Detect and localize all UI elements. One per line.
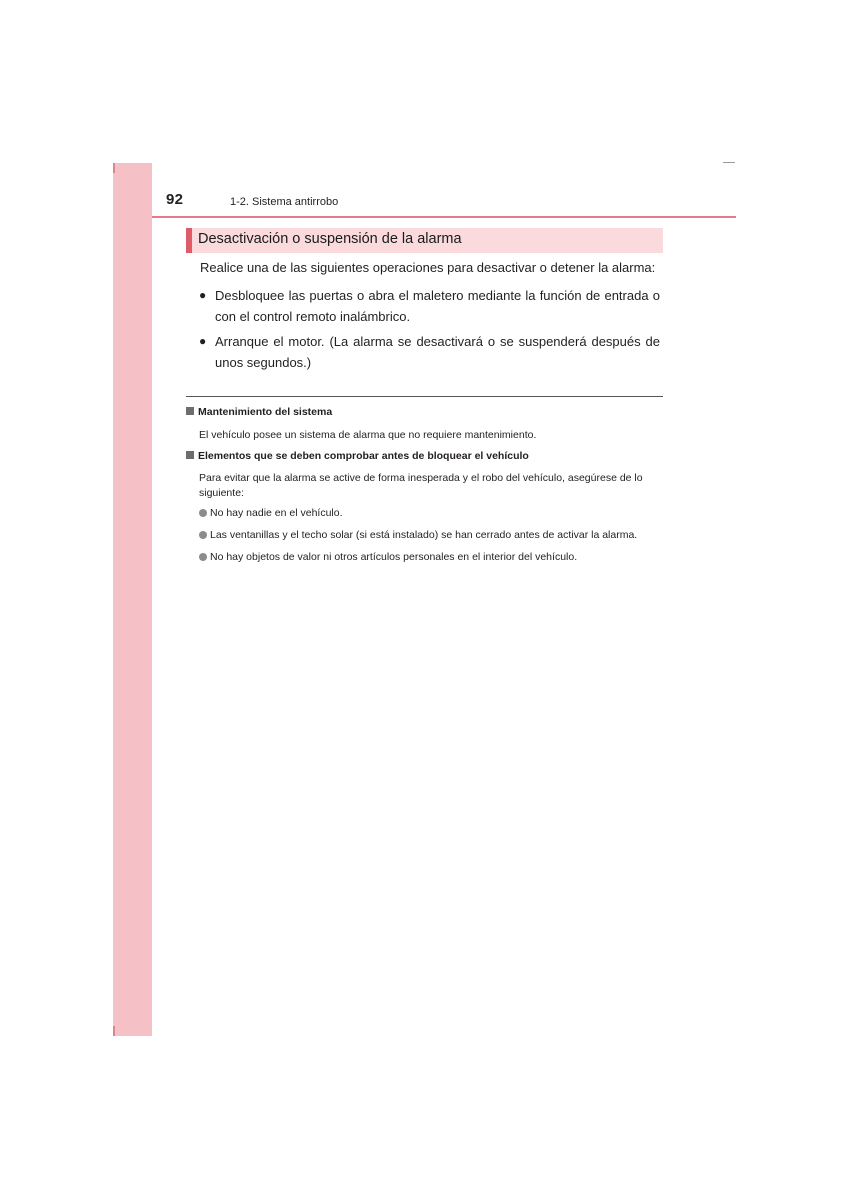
note-text: Para evitar que la alarma se active de forma inesperada y el robo del vehículo, asegúrese de lo siguiente: — [199, 472, 643, 499]
note-list-item-text: Las ventanillas y el techo solar (si está instalado) se han cerrado antes de activar la alarma. — [210, 529, 638, 541]
header-section-title: 1-2. Sistema antirrobo — [230, 196, 339, 208]
page-number: 92 — [166, 191, 184, 208]
note-list-item-text: No hay nadie en el vehículo. — [210, 507, 343, 519]
section-divider — [186, 396, 663, 397]
note-text: El vehículo posee un sistema de alarma que no requiere mantenimiento. — [199, 429, 537, 441]
note-list-item — [199, 551, 577, 563]
note-list-item-text: No hay objetos de valor ni otros artículos personales en el interior del vehículo. — [210, 551, 578, 563]
square-bullet-icon — [186, 451, 194, 459]
list-item — [199, 285, 660, 327]
note-heading-text: Mantenimiento del sistema — [198, 406, 333, 418]
section-title: Desactivación o suspensión de la alarma — [198, 231, 462, 247]
side-tab-band — [113, 163, 152, 1036]
list-item-text: Arranque el motor. (La alarma se desactivará o se suspenderá después de unos segundos.) — [215, 334, 660, 370]
square-bullet-icon — [186, 407, 194, 415]
band-mark-top — [113, 163, 115, 173]
band-mark-bottom — [113, 1026, 115, 1036]
circle-bullet-icon — [199, 509, 207, 517]
crop-mark — [723, 162, 735, 163]
note-list-item — [199, 507, 343, 519]
note-heading — [186, 450, 529, 462]
circle-bullet-icon — [199, 531, 207, 539]
section-title-bar — [186, 228, 663, 253]
note-heading — [186, 406, 332, 418]
header-rule — [152, 216, 736, 218]
list-item-text: Desbloquee las puertas o abra el maletero mediante la función de entrada o con el control remoto inalámbrico. — [215, 288, 660, 324]
bullet-icon: ● — [199, 334, 207, 348]
list-item — [199, 331, 660, 373]
note-heading-text: Elementos que se deben comprobar antes de bloquear el vehículo — [198, 450, 529, 462]
intro-text: Realice una de las siguientes operaciones para desactivar o detener la alarma: — [200, 260, 656, 275]
note-list-item — [199, 529, 637, 541]
bullet-icon: ● — [199, 288, 207, 302]
circle-bullet-icon — [199, 553, 207, 561]
